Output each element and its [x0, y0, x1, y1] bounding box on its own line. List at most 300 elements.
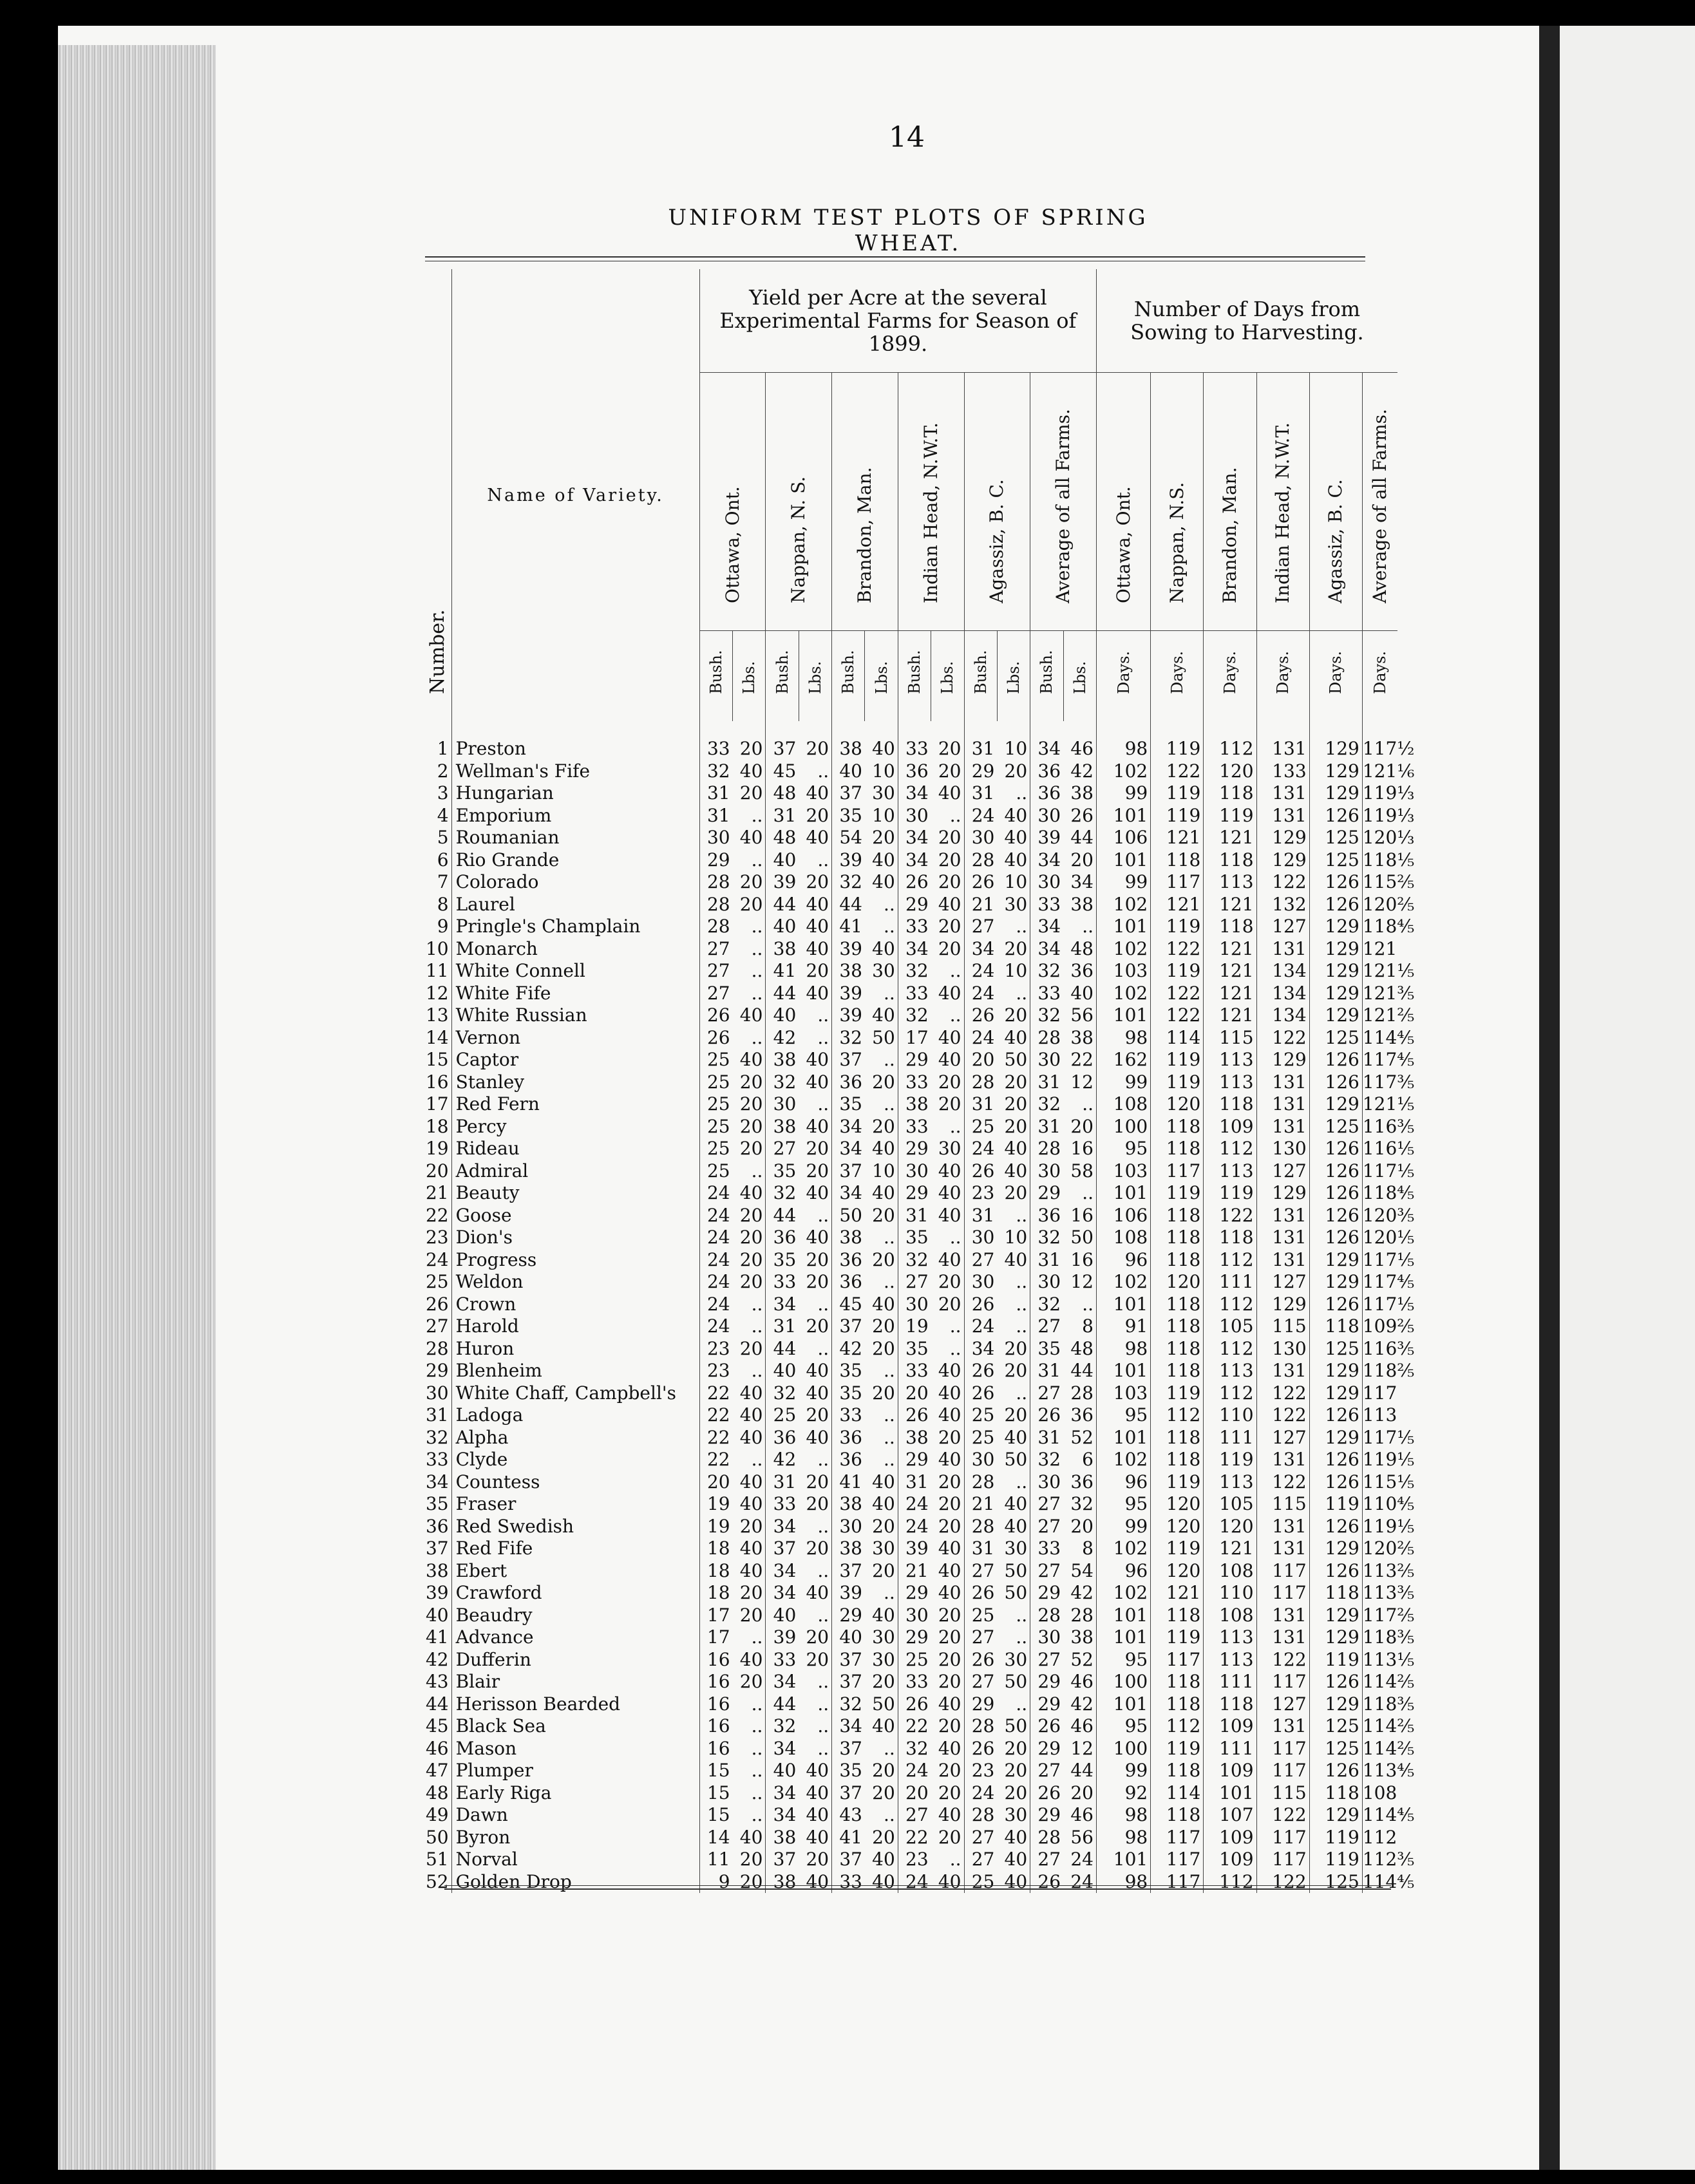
- yield-pounds: 40: [872, 1138, 895, 1159]
- yield-pounds: ..: [949, 1004, 961, 1026]
- variety-name: Clyde: [451, 1449, 699, 1471]
- yield-bushels: 23: [964, 1182, 997, 1205]
- yield-bushels: 35: [832, 1093, 865, 1116]
- table-row: [425, 1827, 1397, 1849]
- yield-bushels: 24: [699, 1227, 732, 1249]
- yield-pounds: 20: [938, 738, 961, 759]
- yield-bushels: 33: [898, 1360, 931, 1382]
- unit-header: Days.: [1256, 631, 1309, 722]
- days-value: 118⅖: [1362, 1360, 1415, 1381]
- days-value: 101: [1097, 1626, 1151, 1649]
- yield-bushels: 33: [699, 721, 732, 760]
- yield-bushels: 31: [766, 805, 799, 827]
- days-value: 121⅕: [1362, 960, 1415, 981]
- unit-header: Lbs.: [799, 631, 831, 722]
- days-value: 119: [1151, 721, 1204, 760]
- days-value: 113: [1204, 1360, 1256, 1382]
- row-number: 34: [425, 1471, 449, 1492]
- yield-pounds: 20: [1004, 1004, 1028, 1026]
- days-value: 131: [1256, 1605, 1309, 1627]
- yield-bushels: 37: [832, 1671, 865, 1693]
- yield-pounds: ..: [1016, 1382, 1028, 1404]
- days-value: 112: [1362, 1826, 1397, 1848]
- yield-pounds: ..: [884, 1049, 895, 1070]
- days-value: 126: [1309, 1404, 1362, 1427]
- yield-bushels: 34: [832, 1715, 865, 1738]
- yield-pounds: 20: [739, 1515, 763, 1537]
- yield-pounds: 10: [1004, 1227, 1028, 1248]
- yield-pounds: ..: [817, 1737, 829, 1759]
- days-value: 127: [1256, 1427, 1309, 1449]
- row-number: 24: [425, 1248, 449, 1270]
- days-value: 121: [1151, 894, 1204, 916]
- table-row: [425, 1182, 1397, 1205]
- yield-pounds: ..: [884, 1271, 895, 1292]
- yield-bushels: 31: [964, 1205, 997, 1227]
- yield-bushels: 28: [1030, 1827, 1063, 1849]
- yield-bushels: 38: [898, 1427, 931, 1449]
- yield-bushels: 28: [964, 1715, 997, 1738]
- yield-pounds: 44: [1070, 1760, 1094, 1781]
- table-row: [425, 1404, 1397, 1427]
- days-value: 131: [1256, 1116, 1309, 1138]
- yield-pounds: ..: [817, 1004, 829, 1026]
- yield-pounds: 20: [872, 1204, 895, 1226]
- yield-bushels: 34: [766, 1738, 799, 1760]
- days-value: 95: [1097, 1138, 1151, 1160]
- days-value: 100: [1097, 1671, 1151, 1693]
- days-value: 119: [1309, 1649, 1362, 1671]
- days-value: 125: [1309, 1027, 1362, 1050]
- days-value: 126: [1309, 1671, 1362, 1693]
- table-row: [425, 1294, 1397, 1316]
- days-value: 126: [1309, 1471, 1362, 1494]
- days-value: 126: [1309, 1160, 1362, 1183]
- yield-pounds: 40: [938, 1049, 961, 1070]
- yield-pounds: ..: [751, 1449, 763, 1470]
- row-number: 49: [425, 1804, 449, 1825]
- days-value: 118⅗: [1362, 1626, 1415, 1648]
- yield-pounds: 40: [872, 1849, 895, 1870]
- days-value: 113: [1204, 1649, 1256, 1671]
- yield-bushels: 38: [766, 1049, 799, 1071]
- yield-bushels: 24: [898, 1760, 931, 1782]
- row-number: 12: [425, 982, 449, 1004]
- yield-pounds: 40: [806, 827, 829, 848]
- variety-name: Stanley: [451, 1071, 699, 1094]
- days-value: 129: [1309, 1626, 1362, 1649]
- yield-bushels: 34: [1030, 938, 1063, 961]
- variety-name: Golden Drop: [451, 1871, 699, 1894]
- yield-pounds: 40: [1004, 849, 1028, 871]
- yield-bushels: 37: [832, 1649, 865, 1671]
- table-row: [425, 1605, 1397, 1627]
- days-value: 117⅘: [1362, 1271, 1415, 1292]
- days-value: 133: [1256, 760, 1309, 783]
- yield-pounds: 40: [938, 982, 961, 1004]
- days-value: 125: [1309, 1116, 1362, 1138]
- yield-pounds: 40: [938, 1582, 961, 1603]
- days-value: 98: [1097, 1338, 1151, 1360]
- yield-pounds: ..: [751, 982, 763, 1004]
- bottom-rule: [444, 1885, 1391, 1890]
- yield-pounds: 40: [739, 1426, 763, 1448]
- yield-bushels: 27: [1030, 1493, 1063, 1516]
- variety-name: Captor: [451, 1049, 699, 1071]
- days-value: 100: [1097, 1738, 1151, 1760]
- yield-pounds: 40: [872, 1493, 895, 1514]
- days-value: 119: [1204, 1449, 1256, 1471]
- days-value: 119: [1151, 1471, 1204, 1494]
- yield-pounds: 20: [739, 1870, 763, 1892]
- yield-bushels: 32: [766, 1715, 799, 1738]
- yield-pounds: 28: [1070, 1604, 1094, 1626]
- days-value: 126: [1309, 1205, 1362, 1227]
- yield-bushels: 33: [766, 1493, 799, 1516]
- days-value: 109⅖: [1362, 1315, 1415, 1337]
- yield-pounds: 40: [806, 1071, 829, 1093]
- yield-pounds: 50: [1004, 1671, 1028, 1692]
- days-value: 129: [1309, 916, 1362, 938]
- yield-bushels: 36: [832, 1071, 865, 1094]
- days-value: 121: [1204, 1538, 1256, 1560]
- days-value: 121⅕: [1362, 1093, 1415, 1115]
- days-value: 118: [1204, 1093, 1256, 1116]
- variety-name: Black Sea: [451, 1715, 699, 1738]
- yield-pounds: 20: [1004, 1337, 1028, 1359]
- days-value: 117: [1256, 1760, 1309, 1782]
- yield-pounds: ..: [884, 1426, 895, 1448]
- days-value: 118: [1309, 1782, 1362, 1805]
- days-farm-header: Agassiz, B. C.: [1309, 373, 1362, 631]
- yield-pounds: 20: [938, 1493, 961, 1514]
- yield-pounds: ..: [884, 1360, 895, 1381]
- yield-bushels: 17: [699, 1626, 732, 1649]
- yield-bushels: 33: [1030, 983, 1063, 1005]
- yield-bushels: 30: [898, 1294, 931, 1316]
- days-value: 118⅕: [1362, 849, 1415, 871]
- yield-bushels: 34: [766, 1782, 799, 1805]
- days-value: 130: [1256, 1138, 1309, 1160]
- yield-pounds: ..: [1016, 1626, 1028, 1648]
- yield-farm-header: Ottawa, Ont.: [699, 373, 766, 631]
- days-value: 113: [1204, 1071, 1256, 1094]
- yield-pounds: 20: [938, 916, 961, 937]
- days-value: 115: [1204, 1027, 1256, 1050]
- days-value: 109: [1204, 1760, 1256, 1782]
- days-value: 112: [1204, 1138, 1256, 1160]
- yield-bushels: 28: [964, 1071, 997, 1094]
- variety-name: Red Fern: [451, 1093, 699, 1116]
- days-value: 120: [1204, 760, 1256, 783]
- top-rule: [425, 256, 1365, 261]
- table-row: [425, 1205, 1397, 1227]
- yield-bushels: 36: [832, 1271, 865, 1294]
- yield-pounds: 30: [872, 1538, 895, 1559]
- days-value: 119⅕: [1362, 1449, 1415, 1470]
- yield-bushels: 25: [699, 1049, 732, 1071]
- variety-name: Roumanian: [451, 827, 699, 849]
- yield-bushels: 29: [898, 1449, 931, 1471]
- yield-pounds: 40: [938, 1204, 961, 1226]
- days-value: 112: [1204, 1294, 1256, 1316]
- yield-bushels: 16: [699, 1693, 732, 1716]
- yield-pounds: 20: [872, 1248, 895, 1270]
- days-value: 119: [1151, 1071, 1204, 1094]
- yield-pounds: 42: [1070, 1582, 1094, 1603]
- days-value: 120⅖: [1362, 1538, 1415, 1559]
- yield-pounds: 40: [739, 1404, 763, 1426]
- row-number: 52: [425, 1870, 449, 1892]
- days-value: 102: [1097, 983, 1151, 1005]
- yield-bushels: 23: [699, 1360, 732, 1382]
- days-value: 119: [1151, 1538, 1204, 1560]
- yield-bushels: 39: [832, 983, 865, 1005]
- yield-pounds: ..: [1016, 1271, 1028, 1292]
- yield-pounds: 20: [739, 782, 763, 804]
- days-value: 96: [1097, 1560, 1151, 1583]
- yield-bushels: 19: [898, 1315, 931, 1338]
- table-row: [425, 1715, 1397, 1738]
- days-value: 121: [1151, 827, 1204, 849]
- table-row: [425, 916, 1397, 938]
- yield-bushels: 38: [766, 938, 799, 961]
- table-row: [425, 1449, 1397, 1471]
- yield-bushels: 21: [964, 1493, 997, 1516]
- days-value: 125: [1309, 827, 1362, 849]
- yield-farm-header: Indian Head, N.W.T.: [898, 373, 964, 631]
- days-value: 114⅖: [1362, 1715, 1415, 1737]
- yield-bushels: 27: [1030, 1315, 1063, 1338]
- yield-bushels: 34: [766, 1516, 799, 1538]
- days-value: 119: [1151, 782, 1204, 805]
- yield-bushels: 32: [699, 760, 732, 783]
- days-value: 127: [1256, 1271, 1309, 1294]
- yield-pounds: 20: [872, 1671, 895, 1692]
- days-value: 118: [1151, 1360, 1204, 1382]
- yield-bushels: 27: [964, 1249, 997, 1272]
- yield-pounds: 6: [1082, 1449, 1094, 1470]
- days-value: 112: [1204, 1249, 1256, 1272]
- days-value: 115⅕: [1362, 1471, 1415, 1492]
- table-row: [425, 983, 1397, 1005]
- yield-bushels: 37: [832, 1315, 865, 1338]
- days-value: 113: [1204, 871, 1256, 894]
- yield-bushels: 22: [699, 1382, 732, 1405]
- yield-bushels: 39: [1030, 827, 1063, 849]
- unit-header: Lbs.: [997, 631, 1030, 722]
- days-value: 118: [1151, 1249, 1204, 1272]
- wheat-table: [425, 269, 1415, 1893]
- yield-pounds: 40: [739, 1559, 763, 1581]
- yield-pounds: 30: [872, 1648, 895, 1670]
- yield-bushels: 35: [898, 1338, 931, 1360]
- days-value: 114⅖: [1362, 1671, 1415, 1692]
- days-value: 131: [1256, 1626, 1309, 1649]
- yield-pounds: 40: [1004, 1849, 1028, 1870]
- yield-bushels: 27: [1030, 1382, 1063, 1405]
- yield-pounds: 44: [1070, 1360, 1094, 1381]
- yield-pounds: 10: [1004, 871, 1028, 892]
- days-value: 99: [1097, 871, 1151, 894]
- yield-pounds: ..: [817, 1671, 829, 1692]
- yield-bushels: 31: [898, 1471, 931, 1494]
- days-value: 121: [1362, 937, 1397, 959]
- days-value: 103: [1097, 960, 1151, 983]
- table-row: [425, 1738, 1397, 1760]
- yield-bushels: 32: [766, 1382, 799, 1405]
- days-value: 113⅘: [1362, 1760, 1415, 1781]
- row-number: 51: [425, 1849, 449, 1870]
- days-value: 118: [1151, 849, 1204, 872]
- yield-bushels: 32: [766, 1071, 799, 1094]
- yield-bushels: 39: [832, 1582, 865, 1605]
- yield-bushels: 18: [699, 1538, 732, 1560]
- row-number: 39: [425, 1582, 449, 1603]
- days-value: 120⅕: [1362, 1227, 1415, 1248]
- days-value: 109: [1204, 1116, 1256, 1138]
- yield-pounds: 10: [872, 760, 895, 782]
- variety-name: Monarch: [451, 938, 699, 961]
- yield-pounds: 30: [1004, 1538, 1028, 1559]
- days-value: 119: [1151, 916, 1204, 938]
- days-value: 117: [1256, 1671, 1309, 1693]
- days-value: 99: [1097, 1760, 1151, 1782]
- yield-bushels: 32: [832, 1693, 865, 1716]
- days-value: 129: [1309, 1249, 1362, 1272]
- yield-pounds: 16: [1070, 1204, 1094, 1226]
- days-value: 117: [1151, 1827, 1204, 1849]
- yield-pounds: 20: [1004, 937, 1028, 959]
- yield-pounds: 40: [872, 1715, 895, 1737]
- row-number: 29: [425, 1360, 449, 1381]
- unit-header: Lbs.: [931, 631, 964, 722]
- yield-pounds: 20: [806, 1138, 829, 1159]
- days-value: 108: [1204, 1605, 1256, 1627]
- yield-bushels: 27: [964, 1560, 997, 1583]
- yield-farm-header: Brandon, Man.: [832, 373, 898, 631]
- yield-bushels: 30: [898, 805, 931, 827]
- row-number: 3: [437, 782, 449, 804]
- days-value: 118⅘: [1362, 1182, 1415, 1203]
- table-row: [425, 1093, 1397, 1116]
- days-value: 101: [1097, 805, 1151, 827]
- days-value: 126: [1309, 1138, 1362, 1160]
- yield-pounds: 36: [1070, 960, 1094, 981]
- row-number: 18: [425, 1115, 449, 1137]
- days-value: 101: [1097, 1693, 1151, 1716]
- days-value: 126: [1309, 1182, 1362, 1205]
- yield-pounds: 20: [1070, 1515, 1094, 1537]
- yield-bushels: 38: [832, 960, 865, 983]
- unit-header: Bush.: [898, 631, 931, 722]
- yield-pounds: 40: [806, 782, 829, 804]
- days-value: 103: [1097, 1382, 1151, 1405]
- yield-pounds: ..: [817, 1515, 829, 1537]
- unit-header: Days.: [1309, 631, 1362, 722]
- days-value: 122: [1256, 1471, 1309, 1494]
- variety-name: Wellman's Fife: [451, 760, 699, 783]
- days-value: 117½: [1362, 721, 1397, 760]
- yield-pounds: 20: [806, 1404, 829, 1426]
- days-value: 127: [1256, 1160, 1309, 1183]
- yield-pounds: 10: [1004, 960, 1028, 981]
- unit-header: Lbs.: [733, 631, 766, 722]
- yield-pounds: 20: [739, 738, 763, 759]
- yield-bushels: 33: [898, 1116, 931, 1138]
- yield-bushels: 37: [832, 1049, 865, 1071]
- yield-bushels: 30: [832, 1516, 865, 1538]
- days-value: 102: [1097, 760, 1151, 783]
- days-value: 129: [1256, 1294, 1309, 1316]
- yield-pounds: ..: [1016, 1604, 1028, 1626]
- row-number: 8: [437, 893, 449, 915]
- table-row: [425, 1360, 1397, 1382]
- yield-bushels: 30: [766, 1093, 799, 1116]
- days-value: 131: [1256, 1516, 1309, 1538]
- yield-pounds: 58: [1070, 1160, 1094, 1181]
- yield-bushels: 28: [1030, 1605, 1063, 1627]
- yield-bushels: 29: [964, 760, 997, 783]
- yield-pounds: 20: [739, 1093, 763, 1115]
- yield-pounds: 40: [806, 916, 829, 937]
- yield-pounds: 40: [739, 1538, 763, 1559]
- yield-pounds: 40: [806, 1804, 829, 1825]
- yield-bushels: 20: [898, 1782, 931, 1805]
- yield-bushels: 36: [832, 1427, 865, 1449]
- variety-name: Pringle's Champlain: [451, 916, 699, 938]
- yield-pounds: 20: [806, 1315, 829, 1337]
- yield-bushels: 18: [699, 1582, 732, 1605]
- yield-bushels: 27: [1030, 1516, 1063, 1538]
- yield-pounds: ..: [817, 1337, 829, 1359]
- days-value: 121: [1151, 1582, 1204, 1605]
- yield-pounds: 20: [739, 1271, 763, 1292]
- days-value: 122: [1151, 1004, 1204, 1027]
- unit-header: Bush.: [1030, 631, 1063, 722]
- yield-pounds: 20: [806, 738, 829, 759]
- yield-bushels: 30: [1030, 1271, 1063, 1294]
- yield-pounds: ..: [751, 1626, 763, 1648]
- yield-pounds: 40: [1004, 1426, 1028, 1448]
- variety-name: Blair: [451, 1671, 699, 1693]
- yield-pounds: 20: [739, 1204, 763, 1226]
- yield-bushels: 33: [832, 1404, 865, 1427]
- yield-pounds: 40: [739, 1826, 763, 1848]
- yield-bushels: 33: [898, 1671, 931, 1693]
- days-value: 118: [1151, 1693, 1204, 1716]
- days-value: 118: [1309, 1582, 1362, 1605]
- yield-pounds: 12: [1070, 1071, 1094, 1093]
- yield-bushels: 25: [964, 1116, 997, 1138]
- facing-page: [1560, 26, 1695, 2170]
- yield-pounds: ..: [751, 916, 763, 937]
- yield-bushels: 26: [898, 1693, 931, 1716]
- yield-bushels: 31: [964, 782, 997, 805]
- table-row: [425, 849, 1397, 872]
- yield-pounds: ..: [949, 960, 961, 981]
- yield-pounds: 16: [1070, 1138, 1094, 1159]
- unit-header: Days.: [1204, 631, 1256, 722]
- yield-bushels: 32: [898, 960, 931, 983]
- yield-pounds: 50: [1004, 1715, 1028, 1737]
- yield-bushels: 38: [832, 721, 865, 760]
- yield-pounds: 38: [1070, 1026, 1094, 1048]
- days-value: 126: [1309, 1516, 1362, 1538]
- yield-bushels: 45: [832, 1294, 865, 1316]
- variety-name: Dion's: [451, 1227, 699, 1249]
- table-row: [425, 1560, 1397, 1583]
